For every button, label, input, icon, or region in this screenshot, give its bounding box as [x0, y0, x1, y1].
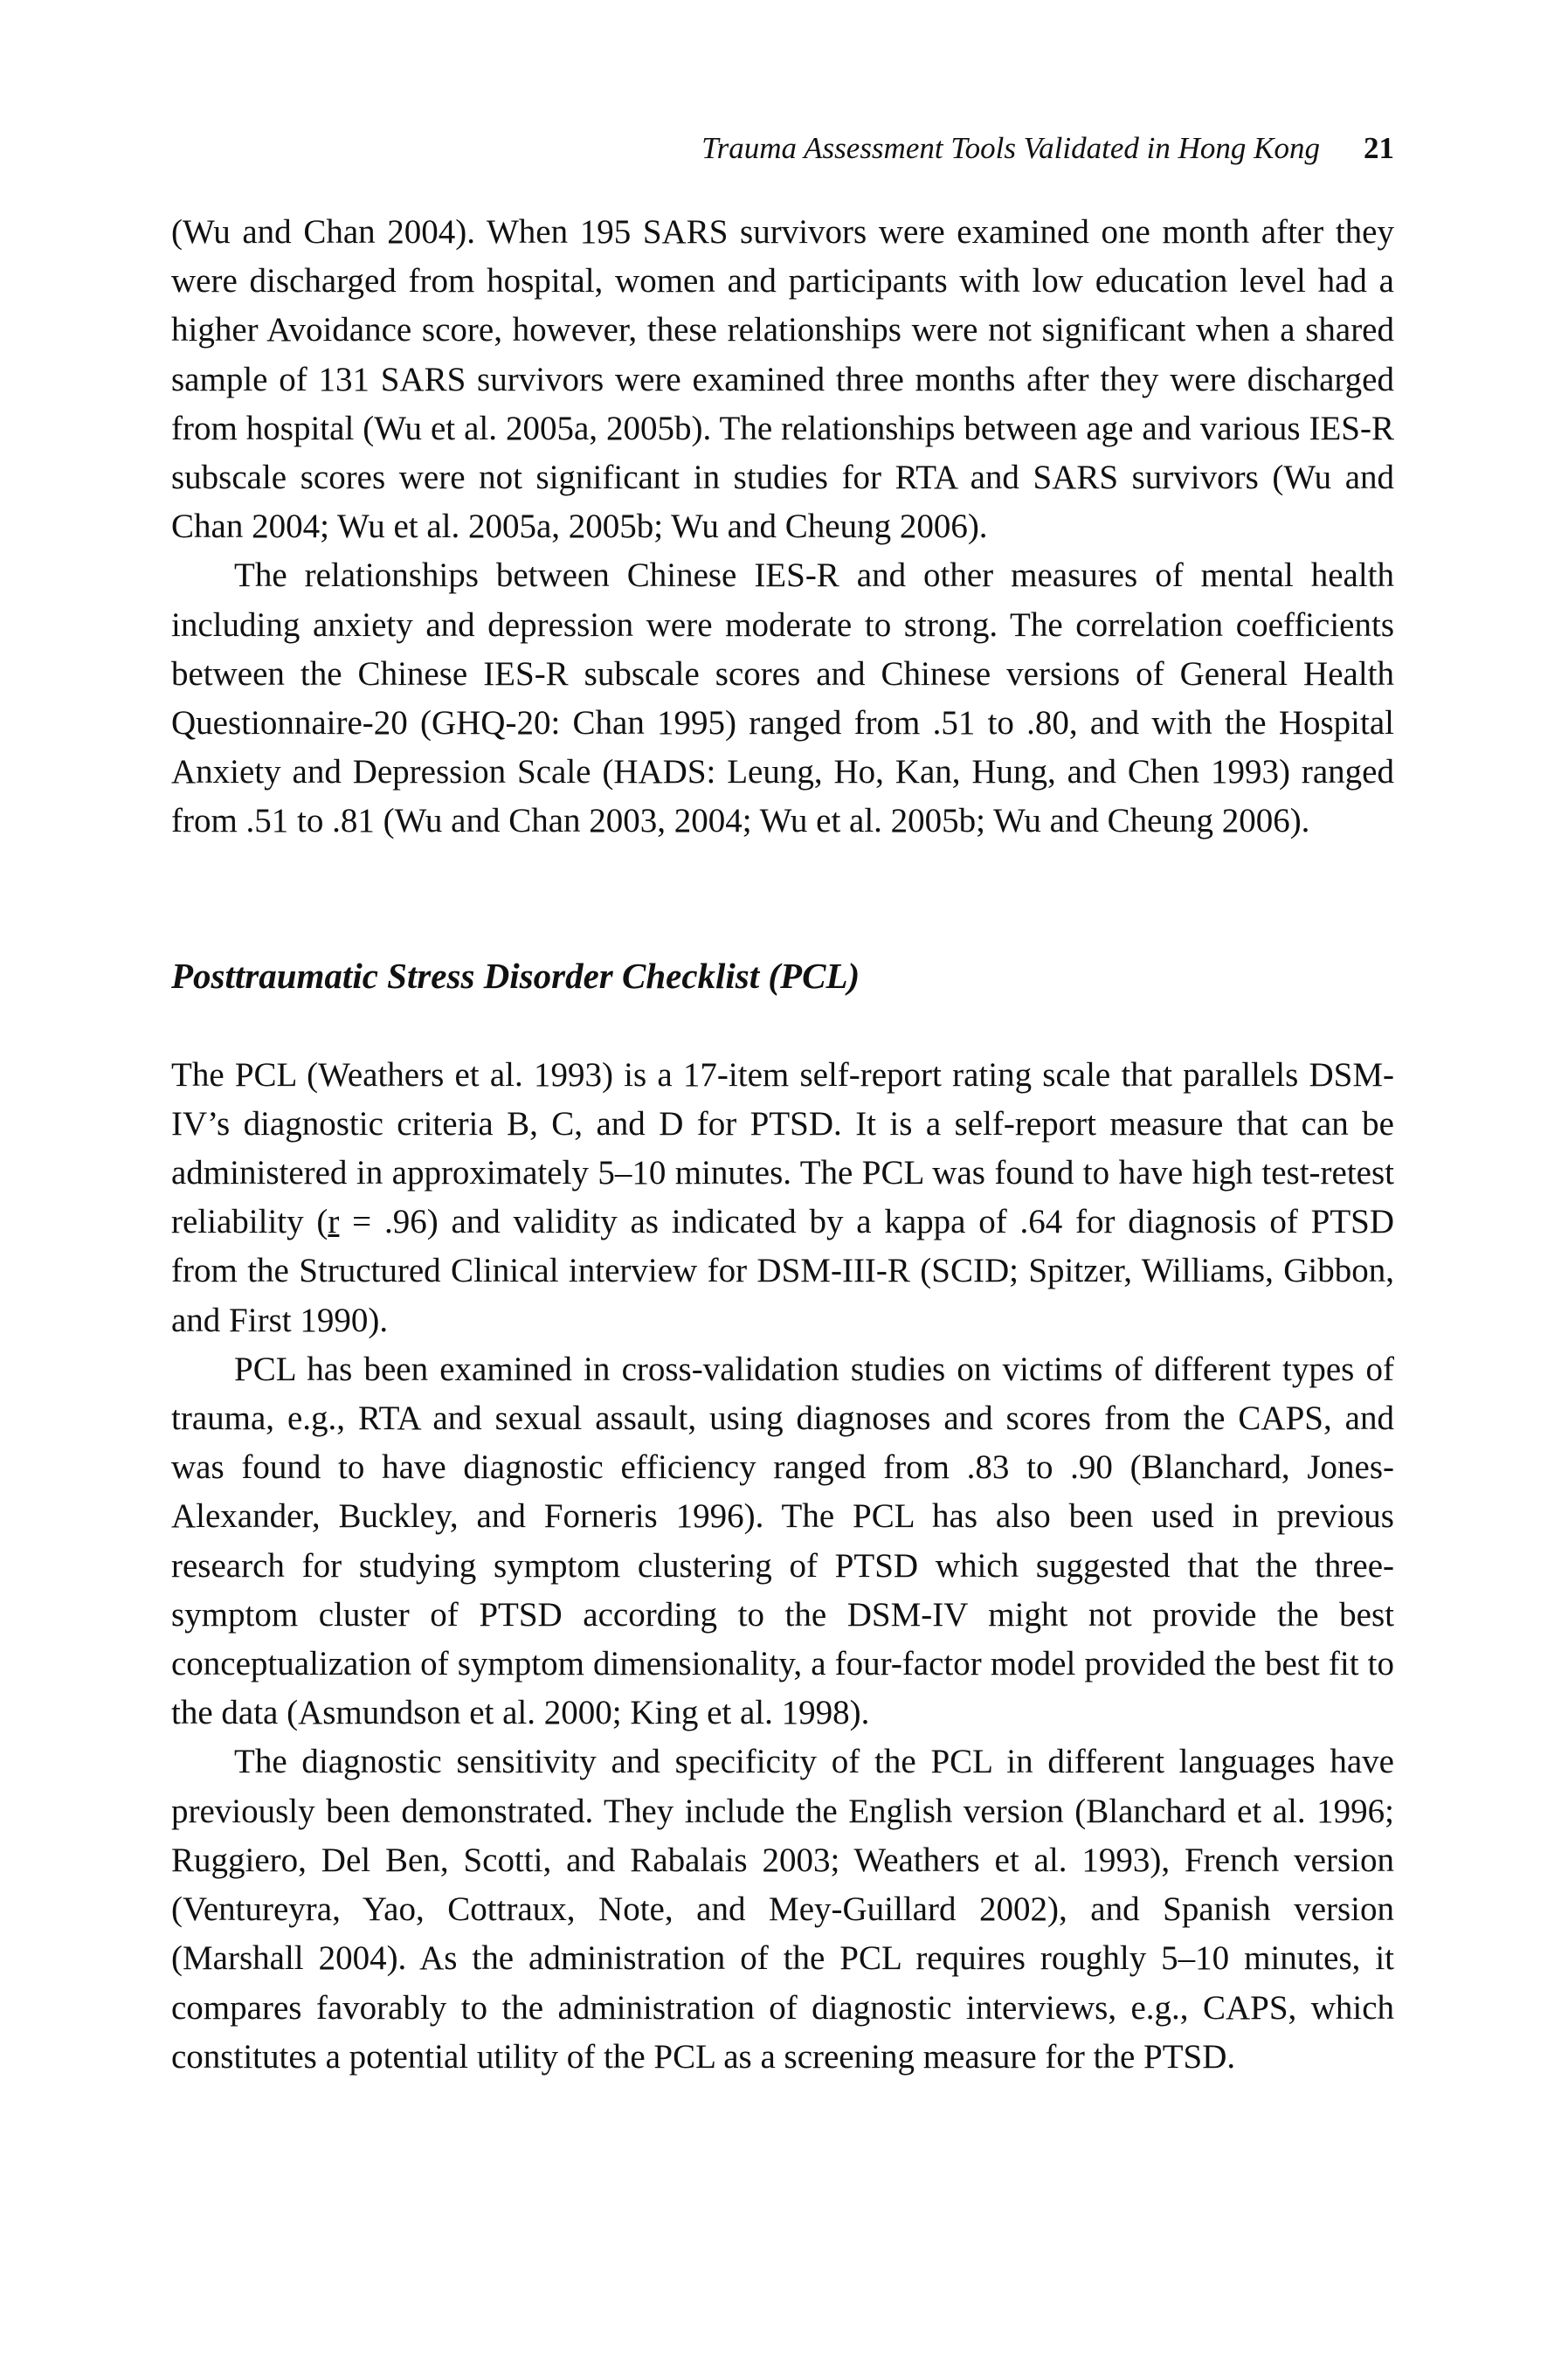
paragraph-pcl-cross-validation: PCL has been examined in cross-validation studies on victims of different types of trauma, e.g., RTA and sexual assault, using diagnoses and scores from the CAPS, and was found to have diagnostic efficiency ranged from .83 to .90 (Blanchard, Jones-Alexander, Buckley, and Forneris 1996). The PCL has also been used in previous research for studying symptom clustering of PTSD which suggested that the three-symptom cluster of PTSD according to the DSM-IV might not provide the best conceptualization of symptom dimensionality, a four-factor model provided the best fit to the data (Asmundson et al. 2000; King et al. 1998). — [171, 1350, 1394, 1732]
page-number: 21 — [1364, 131, 1394, 165]
section-heading-pcl: Posttraumatic Stress Disorder Checklist (PCL) — [171, 955, 860, 996]
running-head — [171, 131, 1394, 175]
running-head-title: Trauma Assessment Tools Validated in Hong Kong — [701, 131, 1320, 165]
pcl-intro-r-symbol: r — [328, 1203, 340, 1241]
paragraph-continued: (Wu and Chan 2004). When 195 SARS survivors were examined one month after they were discharged from hospital, women and participants with low education level had a higher Avoidance score, however, these relationships were not significant when a shared sample of 131 SARS survivors were examined three months after they were discharged from hospital (Wu et al. 2005a, 2005b). The relationships between age and various IES-R subscale scores were not significant in studies for RTA and SARS survivors (Wu and Chan 2004; Wu et al. 2005a, 2005b; Wu and Cheung 2006). — [171, 213, 1394, 546]
section-body-pcl — [171, 1051, 1394, 2082]
book-page — [171, 131, 1394, 2082]
pcl-intro-text-b: = .96) and validity as indicated by a kappa of .64 for diagnosis of PTSD from the Structured Clinical interview for DSM-III-R (SCID; Spitzer, Williams, Gibbon, and First 1990). — [171, 1203, 1395, 1339]
paragraph-ies-r-correlations: The relationships between Chinese IES-R and other measures of mental health including anxiety and depression were moderate to strong. The correlation coefficients between the Chinese IES-R subscale scores and Chinese versions of General Health Questionnaire-20 (GHQ-20: Chan 1995) ranged from .51 to .80, and with the Hospital Anxiety and Depression Scale (HADS: Leung, Ho, Kan, Hung, and Chen 1993) ranged from .51 to .81 (Wu and Chan 2003, 2004; Wu et al. 2005b; Wu and Cheung 2006). — [171, 556, 1394, 840]
pcl-intro-text-a: The PCL (Weathers et al. 1993) is a 17-item self-report rating scale that parallels DSM-IV’s diagnostic criteria B, C, and D for PTSD. It is a self-report measure that can be administered in approximately 5–10 minutes. The PCL was found to have high test-retest reliability ( — [171, 1055, 1394, 1241]
paragraph-pcl-intro — [171, 1051, 1394, 1345]
paragraph-pcl-languages: The diagnostic sensitivity and specificity of the PCL in different languages have previously been demonstrated. They include the English version (Blanchard et al. 1996; Ruggiero, Del Ben, Scotti, and Rabalais 2003; Weathers et al. 1993), French version (Ventureyra, Yao, Cottraux, Note, and Mey-Guillard 2002), and Spanish version (Marshall 2004). As the administration of the PCL requires roughly 5–10 minutes, it compares favorably to the administration of diagnostic interviews, e.g., CAPS, which constitutes a potential utility of the PCL as a screening measure for the PTSD. — [171, 1743, 1394, 2076]
